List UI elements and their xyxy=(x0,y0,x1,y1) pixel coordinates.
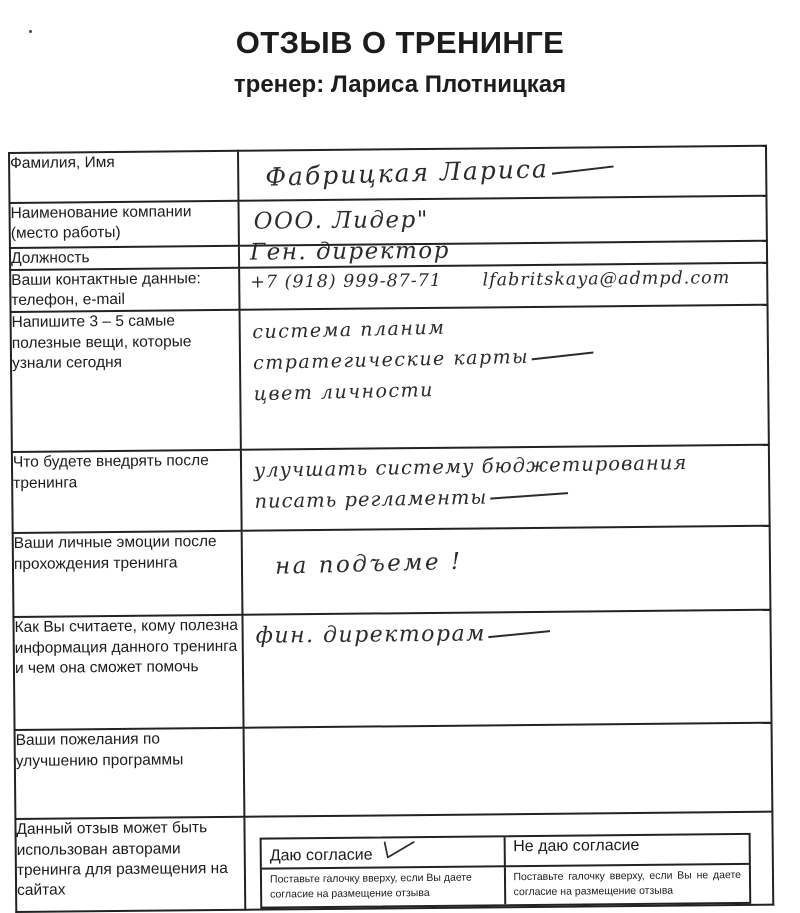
answer-cell-implement xyxy=(241,445,770,531)
handwritten-email: lfabritskaya@admpd.com xyxy=(482,268,731,291)
handwritten-implement xyxy=(254,446,769,517)
field-label-emotions: Ваши личные эмоции после прохождения тренинга xyxy=(13,531,243,617)
field-label-position: Должность xyxy=(10,246,239,270)
answer-cell-publication xyxy=(244,812,773,909)
handwritten-line: писать регламенты xyxy=(254,477,768,517)
consent-disagree-header xyxy=(505,835,749,867)
field-label-name: Фамилия, Имя xyxy=(9,151,238,203)
handwritten-emotions: на подъеме ! xyxy=(274,549,463,581)
consent-agree-label: Даю согласие xyxy=(269,846,373,865)
consent-table xyxy=(260,833,752,908)
handwritten-line: стратегические карты xyxy=(253,337,768,380)
field-label-publication: Данный отзыв может быть использован авторами тренинга для размещения на сайтах xyxy=(15,817,245,912)
handwritten-position: Ген. директор xyxy=(249,237,451,266)
consent-agree-note: Поставьте галочку вверху, если Вы даете согласие на размещение отзыва xyxy=(262,868,506,907)
handwritten-contacts xyxy=(250,268,766,293)
table-row xyxy=(11,305,769,452)
answer-cell-name xyxy=(238,146,766,201)
consent-disagree-note: Поставьте галочку вверху, если Вы не даете согласие на размещение отзыва xyxy=(513,869,742,899)
field-label-implement: Что будете внедрять после тренинга xyxy=(12,450,242,533)
handwritten-name: Фабрицкая Лариса xyxy=(265,148,766,192)
handwritten-useful-things xyxy=(252,306,768,411)
consent-disagree-label: Не даю согласие xyxy=(513,837,640,856)
handwritten-company: ООО. Лидер" xyxy=(253,206,429,235)
answer-cell-emotions xyxy=(242,526,771,615)
feedback-table xyxy=(8,145,774,913)
table-row xyxy=(13,526,771,617)
form-subtitle: тренер: Лариса Плотницкая xyxy=(233,71,567,98)
field-label-useful-things: Напишите 3 – 5 самые полезные вещи, которые узнали сегодня xyxy=(11,310,241,452)
field-label-company: Наименование компании (место работы) xyxy=(9,201,238,248)
table-row xyxy=(10,263,767,313)
field-label-contacts: Ваши контактные данные: телефон, e-mail xyxy=(10,268,239,312)
table-row xyxy=(9,146,766,203)
answer-cell-suggestions xyxy=(244,723,773,817)
handwritten-line: система планим xyxy=(252,317,446,344)
form-title: ОТЗЫВ О ТРЕНИНГЕ xyxy=(235,25,565,60)
table-row xyxy=(12,445,770,533)
consent-agree-header xyxy=(262,838,506,870)
scan-artifact-dot xyxy=(29,30,32,33)
consent-checkmark-icon xyxy=(380,840,416,862)
handwritten-line: цвет личности xyxy=(253,379,435,406)
answer-cell-audience xyxy=(242,610,771,728)
handwritten-audience: фин. директорам xyxy=(256,619,770,649)
table-row xyxy=(15,812,773,912)
answer-cell-useful-things xyxy=(240,305,769,450)
table-row xyxy=(15,723,773,819)
field-label-suggestions: Ваши пожелания по улучшению программы xyxy=(15,728,245,819)
table-row xyxy=(13,610,771,730)
handwritten-phone: +7 (918) 999-87-71 xyxy=(250,270,443,293)
answer-cell-contacts xyxy=(239,263,767,310)
handwritten-line: улучшать систему бюджетирования xyxy=(253,451,688,483)
field-label-audience: Как Вы считаете, кому полезна информация данного тренинга и чем она сможет помочь xyxy=(13,615,243,730)
